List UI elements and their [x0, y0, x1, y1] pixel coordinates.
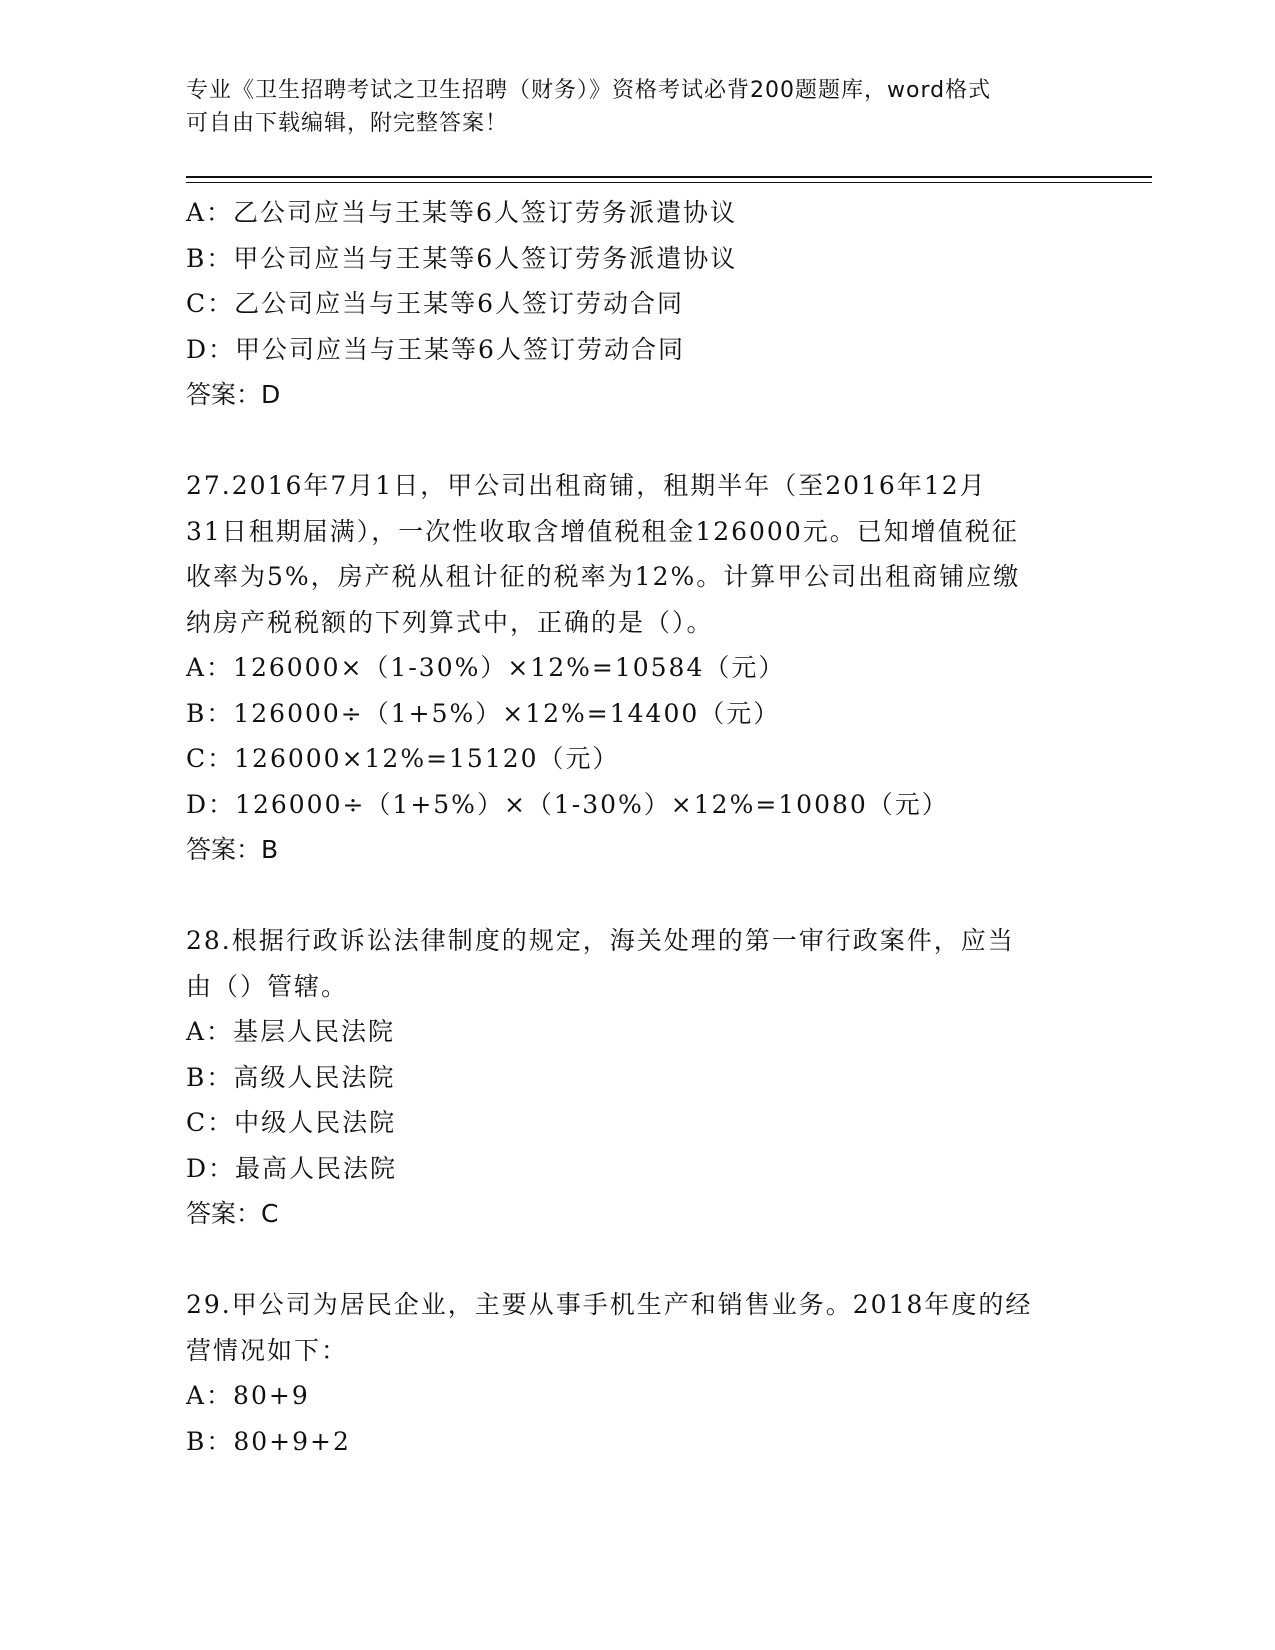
option-a: A：80+9	[186, 1381, 310, 1410]
option-b: B：126000÷（1+5%）×12%=14400（元）	[186, 698, 781, 728]
option-b: B：甲公司应当与王某等6人签订劳务派遣协议	[186, 243, 738, 273]
question-stem-line: 由（）管辖。	[186, 971, 349, 1001]
option-c: C：乙公司应当与王某等6人签订劳动合同	[186, 289, 685, 318]
question-stem-line: 营情况如下：	[186, 1335, 349, 1365]
answer: 答案：B	[186, 835, 279, 864]
question-stem-line: 31日租期届满），一次性收取含增值税租金126000元。已知增值税征	[186, 516, 1019, 546]
answer: 答案：C	[186, 1199, 279, 1228]
question-stem-line: 29.甲公司为居民企业，主要从事手机生产和销售业务。2018年度的经	[186, 1290, 1033, 1319]
question-28	[186, 918, 1086, 1237]
option-d: D：最高人民法院	[186, 1153, 398, 1183]
option-c: C：中级人民法院	[186, 1108, 397, 1137]
question-stem-line: 收率为5%，房产税从租计征的税率为12%。计算甲公司出租商铺应缴	[186, 562, 1021, 591]
option-a: A：基层人民法院	[186, 1017, 396, 1046]
option-d: D：126000÷（1+5%）×（1-30%）×12%=10080（元）	[186, 789, 949, 819]
option-a: A：乙公司应当与王某等6人签订劳务派遣协议	[186, 198, 737, 227]
question-27	[186, 463, 1086, 873]
option-b: B：高级人民法院	[186, 1062, 396, 1092]
spacer	[186, 1237, 1086, 1283]
option-b: B：80+9+2	[186, 1426, 351, 1456]
header-line-1: 专业《卫生招聘考试之卫生招聘（财务）》资格考试必背200题题库，word格式	[186, 78, 992, 103]
document-header	[186, 74, 1086, 140]
option-a: A：126000×（1-30%）×12%=10584（元）	[186, 653, 786, 682]
spacer	[186, 418, 1086, 464]
question-stem-line: 27.2016年7月1日，甲公司出租商铺，租期半年（至2016年12月	[186, 471, 987, 500]
document-body	[186, 190, 1086, 1464]
spacer	[186, 873, 1086, 919]
header-line-2: 可自由下载编辑，附完整答案！	[186, 111, 509, 136]
question-stem-line: 纳房产税税额的下列算式中，正确的是（）。	[186, 607, 714, 637]
question-stem-line: 28.根据行政诉讼法律制度的规定，海关处理的第一审行政案件，应当	[186, 926, 1015, 955]
option-c: C：126000×12%=15120（元）	[186, 744, 620, 773]
option-d: D：甲公司应当与王某等6人签订劳动合同	[186, 334, 685, 364]
header-divider-thin	[186, 182, 1152, 183]
header-divider-thick	[186, 176, 1152, 178]
question-26	[186, 190, 1086, 418]
answer: 答案：D	[186, 380, 281, 409]
question-29	[186, 1282, 1086, 1464]
